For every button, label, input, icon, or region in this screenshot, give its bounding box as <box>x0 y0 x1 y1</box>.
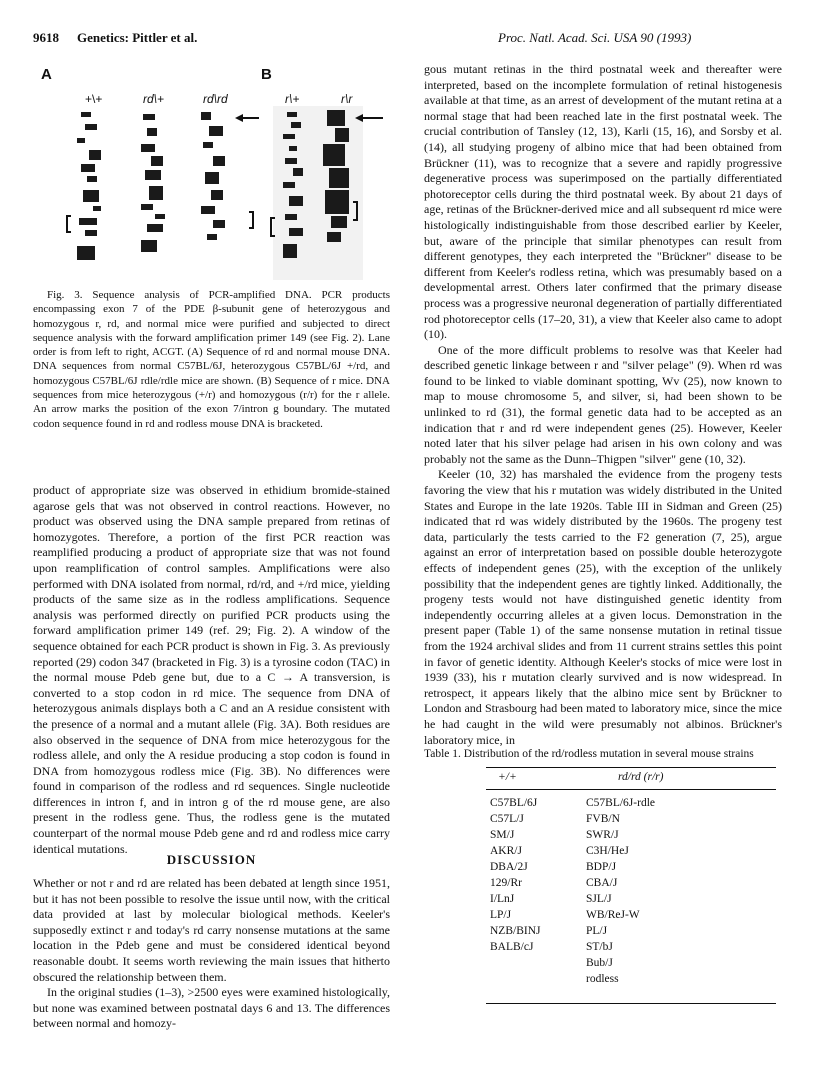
right-column-body <box>424 62 782 748</box>
left-column-body <box>33 483 390 857</box>
caption-text: Fig. 3. Sequence analysis of PCR-amplified DNA. PCR products encompassing exon 7 of the PDE β-subunit gene of heterozygous and homozygous r, rd, and normal mice were purified and subjected to direct sequence analysis with the forward amplification primer 149 (see Fig. 2). Lane order is from left to right, ACGT. (A) Sequence of rd and normal mouse DNA. DNA sequences from normal C57BL/6J, heterozygous C57BL/6J +/rd, and homozygous C57BL/6J rdle/rdle mice are shown. (B) Sequence of r mice. DNA sequences from mice heterozygous (+/r) and homozygous (r/r) for the r allele. An arrow marks the position of the exon 7/intron g boundary. The mutated codon sequence found in rd and rodless mouse DNA is bracketed. <box>33 289 390 430</box>
table-cell: C57BL/6J <box>490 797 538 809</box>
running-header-journal: Proc. Natl. Acad. Sci. USA 90 (1993) <box>498 30 692 45</box>
table-cell: DBA/2J <box>490 861 528 873</box>
strain-table <box>486 767 776 1004</box>
body-paragraph: Whether or not r and rd are related has been debated at length since 1951, but it has not been possible to resolve the issue until now, with the critical data provided at last by molecular biological methods. Keeler's supposedly extinct r and today's rd carry nonsense mutations at the same location in the Pdeb gene and must be considered identical beyond reasonable doubt. It seems worth reviewing the main issues that hitherto obscured the relationship between them. <box>33 876 390 984</box>
table-cell: I/LnJ <box>490 893 515 905</box>
body-paragraph: product of appropriate size was observed in ethidium bromide-stained agarose gels that was not observed in control reactions. However, no product was observed using the DNA sample prepared from retinas of homozygotes. Therefore, a portion of the first PCR reaction was reamplified producing a product of appropriate size that was not found upon reamplification of control samples. Amplifications were also performed with DNA isolated from normal, rd/rd, and +/rd mice, yielding products of the same size as in the rodless amplifications. Sequence analysis was performed directly on purified PCR products using the forward amplification primer 149 (ref. 29; Fig. 2). A window of the sequence obtained for each PCR product is shown in Fig. 3. As previously reported (29) codon 347 (bracketed in Fig. 3) is a tyrosine codon (TAC) in the normal mouse Pdeb gene but, due to a C → A transversion, is converted to a stop codon in rd mice. The sequence from DNA of heterozygous animals displays both a C and an A residue consistent with the presence of a normal and a mutant allele (Fig. 3A). Both residues are also observed in the sequence of DNA from mice heterozygous for the rodless allele, and only the A residue producing a stop codon is found in DNA from homozygous rodless mice (Fig. 3B). No differences were found in comparison of the rodless and rd sequences. Single nucleotide differences in intron f, and in intron g of the rd mouse gene, are also present in the rodless gene. Thus, the rodless gene is the mutated counterpart of the normal mouse Pdeb gene and rd and rodless mice carry identical mutations. <box>33 483 390 856</box>
lane-label-heterozygous-rd: rd\+ <box>143 92 165 106</box>
sequencing-gel-panel-a <box>63 106 263 280</box>
page-number: 9618 <box>33 30 59 45</box>
table-cell: AKR/J <box>490 845 522 857</box>
body-paragraph: One of the more difficult problems to resolve was that Keeler had described genetic linkage between r and "silver pelage" (9). When rd was found to be linked to viable dominant spotting, Wv (25), now known to map to mouse chromosome 5, and silver, si, had been shown to be unlinked to rd (31), the formal genetic data had to be accepted as an indication that r and rd were independent genes (25). However, Keeler noted later that his silver pelage had arisen in his own colony and was probably not the same as the Dunn–Thigpen "silver" gene (10, 32). <box>424 342 782 466</box>
column-header-normal: +/+ <box>498 771 517 783</box>
discussion-heading: DISCUSSION <box>166 852 257 867</box>
table-cell: SWR/J <box>586 829 619 841</box>
header-authors: Genetics: Pittler et al. <box>77 30 198 45</box>
figure-caption <box>33 288 390 431</box>
table-cell: Bub/J <box>586 957 613 969</box>
body-paragraph: In the original studies (1–3), >2500 eyes were examined histologically, but none was examined between postnatal days 6 and 13. The differences between normal and homozy- <box>33 985 390 1031</box>
table-cell: SJL/J <box>586 893 612 905</box>
table-caption: Table 1. Distribution of the rd/rodless mutation in several mouse strains <box>424 748 754 760</box>
figure-3 <box>33 62 390 282</box>
sequencing-gel-panel-b <box>265 106 390 280</box>
table-cell: C57BL/6J-rdle <box>586 797 655 809</box>
table-cell: C3H/HeJ <box>586 845 629 857</box>
table-cell: SM/J <box>490 829 515 841</box>
table-cell: BALB/cJ <box>490 941 534 953</box>
panel-b-label: B <box>261 66 272 83</box>
table-cell: BDP/J <box>586 861 617 873</box>
lane-label-homozygous-rd: rd\rd <box>203 92 228 106</box>
panel-a-label: A <box>41 66 52 83</box>
table-cell: NZB/BINJ <box>490 925 541 937</box>
table-cell: FVB/N <box>586 813 620 825</box>
lane-label-normal: +\+ <box>85 92 103 106</box>
lane-label-heterozygous-r: r\+ <box>285 92 300 106</box>
table-cell: rodless <box>586 973 619 985</box>
table-cell: ST/bJ <box>586 941 613 953</box>
table-1 <box>424 747 782 1004</box>
table-cell: C57L/J <box>490 813 524 825</box>
table-cell: WB/ReJ-W <box>586 909 640 921</box>
table-cell: LP/J <box>490 909 512 921</box>
column-mutant-strains <box>586 795 655 987</box>
running-header-left <box>33 30 197 46</box>
table-cell: 129/Rr <box>490 877 522 889</box>
discussion-body <box>33 876 390 1032</box>
table-cell: CBA/J <box>586 877 618 889</box>
column-header-mutant: rd/rd (r/r) <box>618 771 664 783</box>
body-paragraph: gous mutant retinas in the third postnatal week and thereafter were interpreted, based on the incomplete formulation of retinal histogenesis available at that time, as an arrest of development of the mutant retina at a normal stage that had been reached late in the first postnatal week. The crucial contribution of Tansley (12, 13), Karli (15, 16), and Sorsby et al. (14), all studying progeny of albino mice that had been obtained from Brückner (11), was to recognize that a severe and rapidly progressive degenerative process was superimposed on the partially differentiated photoreceptor cells during the third postnatal week. By about 21 days of age, retinas of the Brückner-derived mice and all subsequent rd mice were histologically indistinguishable from those described earlier by Keeler, but, aware of the principle that similar phenotypes can result from different genotypes, they each interpreted the "Brückner" disease to be different from Keeler's rodless retina, which was presumably based on a developmental arrest. Others later confirmed that the primary disease process was a progressive neuronal degeneration of partially differentiated rod photoreceptor cells (17–20, 31), a view that Keeler also came to adopt (10). <box>424 62 782 342</box>
table-cell: PL/J <box>586 925 608 937</box>
body-paragraph: Keeler (10, 32) has marshaled the evidence from the progeny tests favoring the view that his r mutation was widely distributed in the United States and Europe in the late 1920s. Table III in Sidman and Green (25) indicated that rd was widely distributed by the 1960s. The progeny test data, particularly the tests carried to the F2 generation (7, 25), argue against an error of interpretation based on possible double heterozygote effects of independent genes (25), with the exception of the unlikely possibility that the independent genes are tightly linked. Additionally, the progeny tests would not have distinguished genetic identity from independently occurring alleles at a given locus. Demonstration in the present paper (Table 1) of the same nonsense mutation in retinal tissue from the 1924 archival slides and from 11 current strains settles this point in favor of genetic identity. Although Keeler's stocks of mice were lost in 1939 (33), his r mutation clearly survived and is now widespread. In retrospect, it appears likely that the albino mice sent by Brückner to London and Strasbourg had been mated to laboratory mice, since the mice he had caught in the wild were presumably not albinos. Brückner's laboratory mice, in <box>424 467 782 747</box>
lane-label-homozygous-r: r\r <box>341 92 353 106</box>
column-normal-strains <box>490 795 540 955</box>
